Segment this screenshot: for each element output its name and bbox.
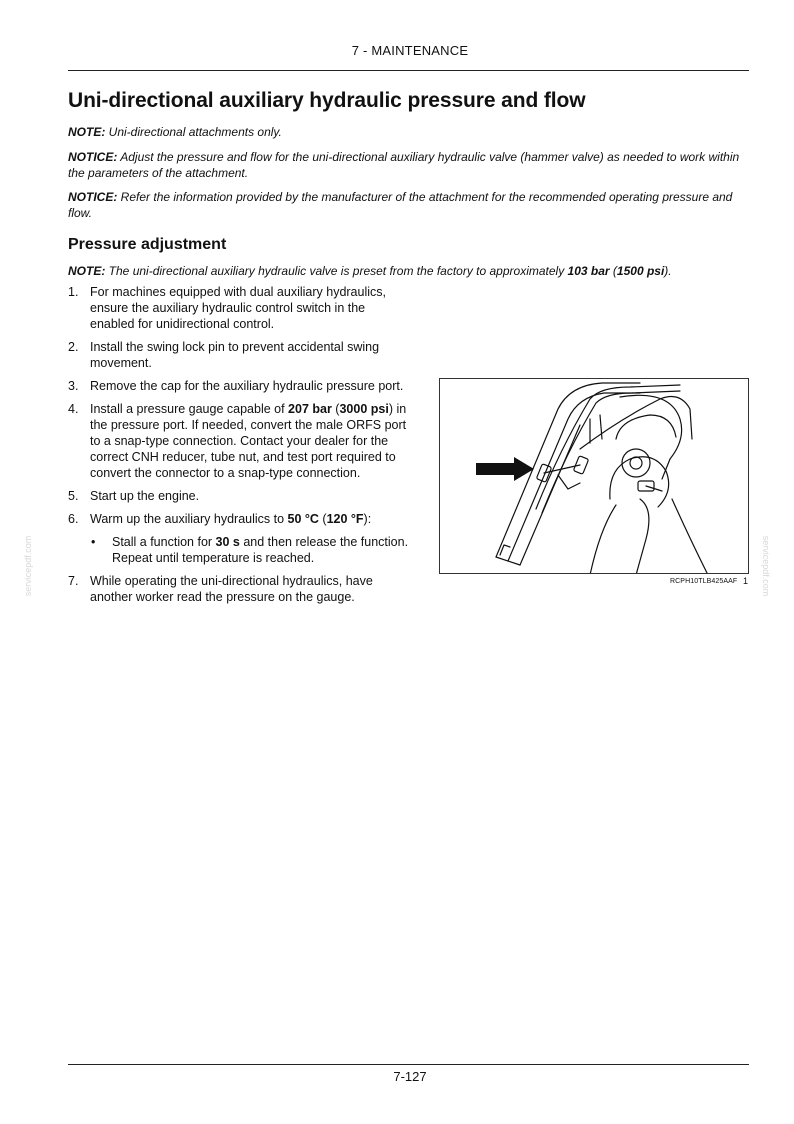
watermark-left: servicepdf.com xyxy=(23,535,33,597)
notice-text: Refer the information provided by the manufacturer of the attachment for the recommended operating pressure and flow. xyxy=(68,190,733,220)
pointer-arrow xyxy=(476,457,534,481)
temp-c-value: 50 °C xyxy=(287,512,319,526)
casting-top xyxy=(620,395,682,479)
tip-detail xyxy=(500,545,510,555)
step-text: Warm up the auxiliary hydraulics to xyxy=(90,512,288,526)
step-4 xyxy=(68,401,410,481)
procedure-steps xyxy=(68,284,410,612)
step-text: Install a pressure gauge capable of xyxy=(90,402,289,416)
note-preset: NOTE: The uni-directional auxiliary hydraulic valve is preset from the factory to approximately 103 bar (1500 psi). xyxy=(68,264,672,278)
substep-text-end: and then release the function. Repeat until temperature is reached. xyxy=(112,535,409,565)
pivot-pin xyxy=(622,449,650,477)
boom-edge-inner xyxy=(508,393,640,561)
gauge-psi-value: 3000 psi xyxy=(339,402,389,416)
boom-bottom xyxy=(496,557,520,565)
page-number: 7-127 xyxy=(393,1069,427,1084)
step-2 xyxy=(68,339,410,371)
note-label: NOTE: xyxy=(68,125,106,139)
casting-mid xyxy=(610,457,669,507)
step-number: 7. xyxy=(68,574,79,588)
step-3 xyxy=(68,378,410,394)
step-text: Remove the cap for the auxiliary hydraulic pressure port. xyxy=(90,379,404,393)
figure-number: 1 xyxy=(743,576,749,586)
casting-lower xyxy=(636,499,649,574)
frame-right xyxy=(672,499,708,574)
frame-left xyxy=(590,505,616,574)
note-text: Uni-directional attachments only. xyxy=(105,125,282,139)
step-5 xyxy=(68,488,410,504)
note-label: NOTE: xyxy=(68,264,106,278)
preset-bar-value: 103 bar xyxy=(567,264,610,278)
step-text: Start up the engine. xyxy=(90,489,200,503)
preset-psi-value: 1500 psi xyxy=(616,264,665,278)
hose-3 xyxy=(580,397,692,449)
note-attachments xyxy=(68,124,750,140)
step-number: 1. xyxy=(68,285,79,299)
step-6-substep xyxy=(90,534,410,566)
figure-code: RCPH10TLB425AAF xyxy=(670,578,738,585)
step-text-end: ): xyxy=(363,512,372,526)
step-text: While operating the uni-directional hydraulics, have another worker read the pressure on the gauge. xyxy=(90,574,373,604)
notice-refer xyxy=(68,189,750,221)
substep-text: Stall a function for xyxy=(112,535,216,549)
paren: ( xyxy=(318,512,327,526)
paren: ( xyxy=(331,402,340,416)
notice-label: NOTICE: xyxy=(68,190,118,204)
subsection-heading: Pressure adjustment xyxy=(68,236,227,253)
step-1 xyxy=(68,284,410,332)
pivot-pin-center xyxy=(630,457,642,469)
step-text: Install the swing lock pin to prevent accidental swing movement. xyxy=(90,340,380,370)
hydraulic-port-figure xyxy=(439,378,749,574)
page-title: Uni-directional auxiliary hydraulic pressure and flow xyxy=(68,89,586,112)
step-6 xyxy=(68,511,410,566)
notice-text: Adjust the pressure and flow for the uni-directional auxiliary hydraulic valve (hammer valve) as needed to work within the parameters of the attachment. xyxy=(68,150,740,180)
gauge-bar-value: 207 bar xyxy=(288,402,332,416)
fitting-2 xyxy=(573,456,588,475)
bracket-lines xyxy=(590,415,602,443)
fitting-bracket xyxy=(558,475,580,489)
step-number: 2. xyxy=(68,340,79,354)
step-number: 5. xyxy=(68,489,79,503)
stall-duration: 30 s xyxy=(215,535,240,549)
step-7 xyxy=(68,573,410,605)
section-header: 7 - MAINTENANCE xyxy=(351,43,469,58)
temp-f-value: 120 °F xyxy=(326,512,364,526)
step-number: 4. xyxy=(68,402,79,416)
footer-rule xyxy=(68,1064,749,1065)
step-number: 6. xyxy=(68,512,79,526)
hose-2 xyxy=(542,391,680,513)
step-text-end: ) in the pressure port. If needed, convert the male ORFS port to a snap-type connection. Contact your dealer for the correct CNH reducer, tube nut, and test port required to convert the connector to a snap-type connection. xyxy=(90,402,407,480)
boom-illustration xyxy=(440,379,749,574)
step-number: 3. xyxy=(68,379,79,393)
note-text: The uni-directional auxiliary hydraulic valve is preset from the factory to approximately xyxy=(105,264,568,278)
bullet: • xyxy=(91,535,96,549)
step-text: For machines equipped with dual auxiliary hydraulics, ensure the auxiliary hydraulic control switch in the enabled for unidirectional control. xyxy=(90,285,386,331)
note-text-end: ). xyxy=(664,264,672,278)
notice-label: NOTICE: xyxy=(68,150,118,164)
notice-adjust xyxy=(68,149,750,181)
watermark-right: servicepdf.com xyxy=(761,535,771,597)
header-rule xyxy=(68,70,749,71)
